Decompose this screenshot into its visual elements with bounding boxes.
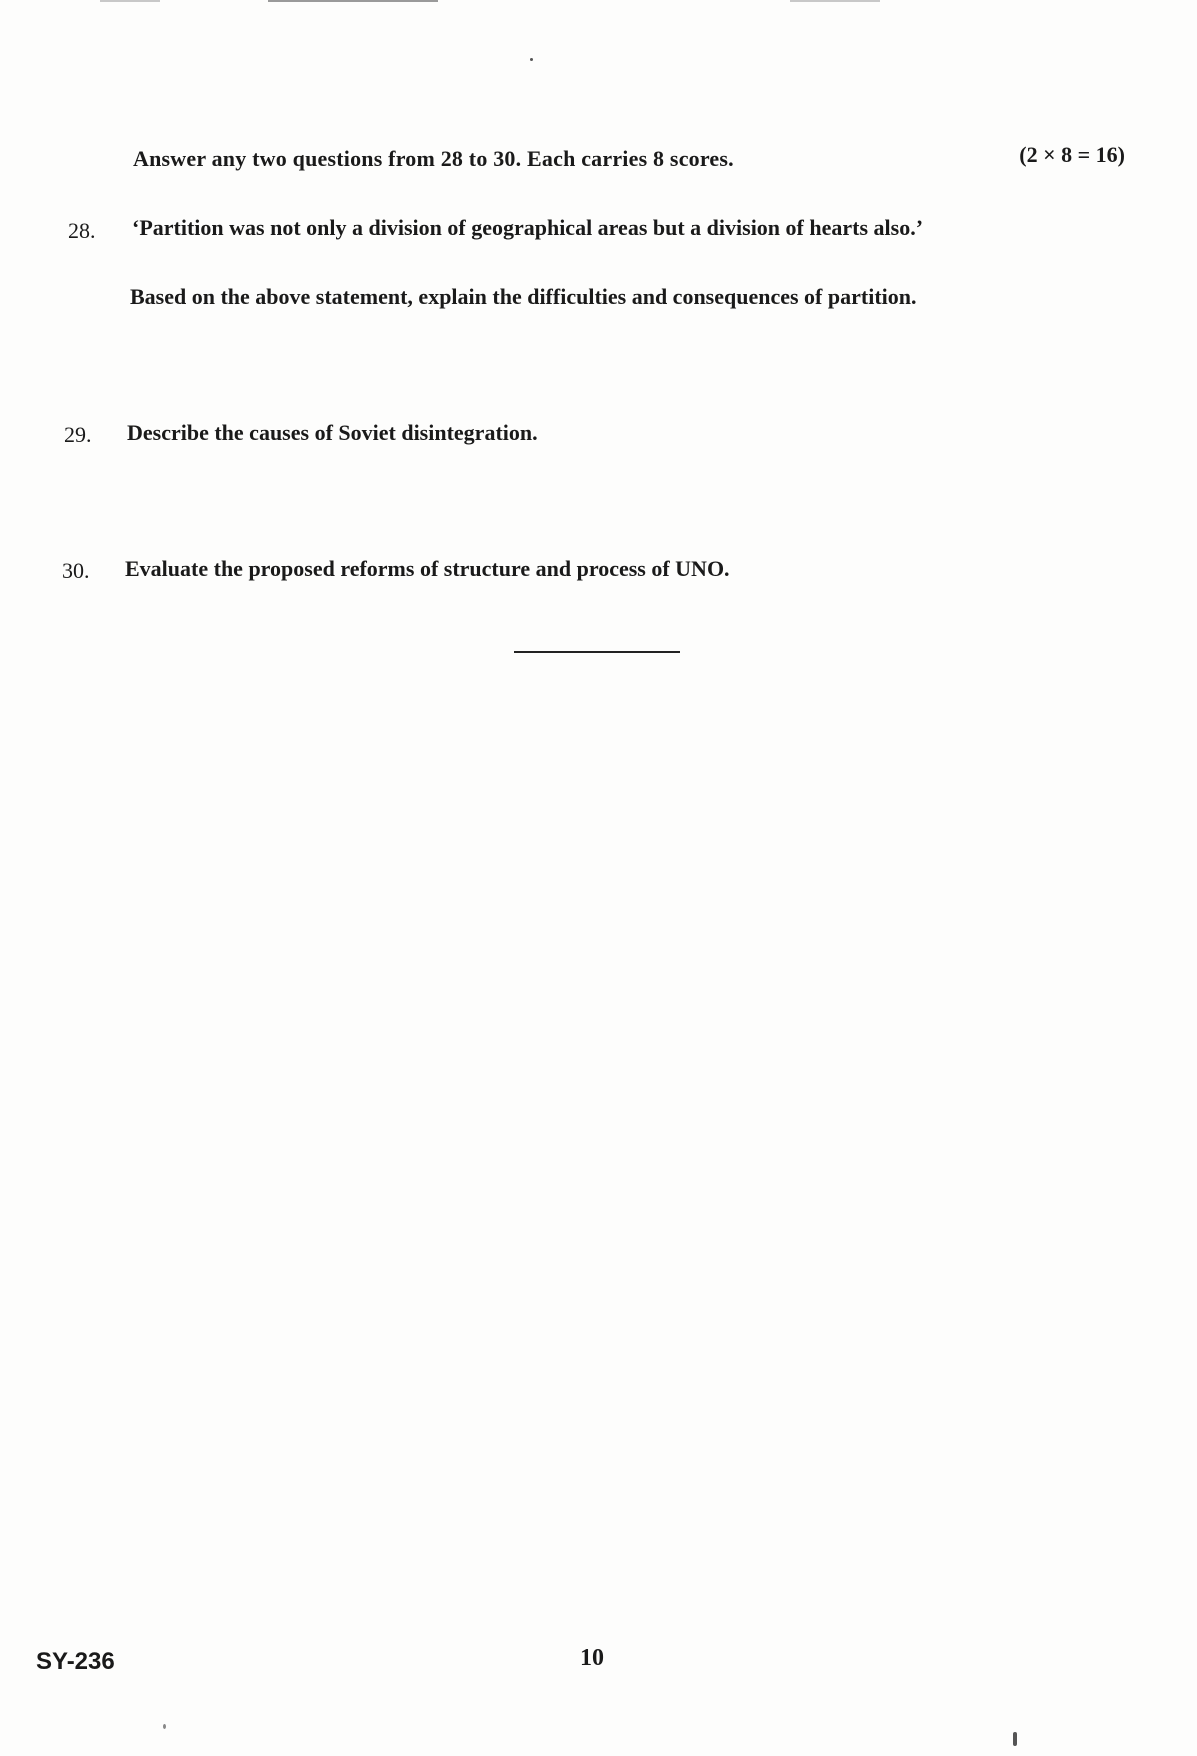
question-text: Describe the causes of Soviet disintegration. xyxy=(127,420,538,445)
question-text: Based on the above statement, explain the difficulties and consequences of partition. xyxy=(130,284,917,309)
question-number: 29. xyxy=(64,422,92,447)
question-text: Evaluate the proposed reforms of structure and process of UNO. xyxy=(125,556,730,581)
end-of-questions-rule xyxy=(514,651,680,653)
scan-speck xyxy=(530,58,533,61)
paper-code: SY-236 xyxy=(36,1648,115,1675)
top-edge-mark xyxy=(100,0,160,2)
scan-speck xyxy=(1013,1732,1017,1746)
question-number: 28. xyxy=(68,218,96,243)
page-number: 10 xyxy=(580,1645,604,1671)
section-marks: (2 × 8 = 16) xyxy=(1019,142,1125,167)
top-edge-mark xyxy=(268,0,438,2)
section-instruction: Answer any two questions from 28 to 30. Each carries 8 scores. xyxy=(133,146,734,171)
scan-speck xyxy=(163,1724,166,1729)
top-edge-mark xyxy=(790,0,880,2)
question-text: ‘Partition was not only a division of geographical areas but a division of hearts also.’ xyxy=(132,215,924,240)
question-number: 30. xyxy=(62,558,90,583)
